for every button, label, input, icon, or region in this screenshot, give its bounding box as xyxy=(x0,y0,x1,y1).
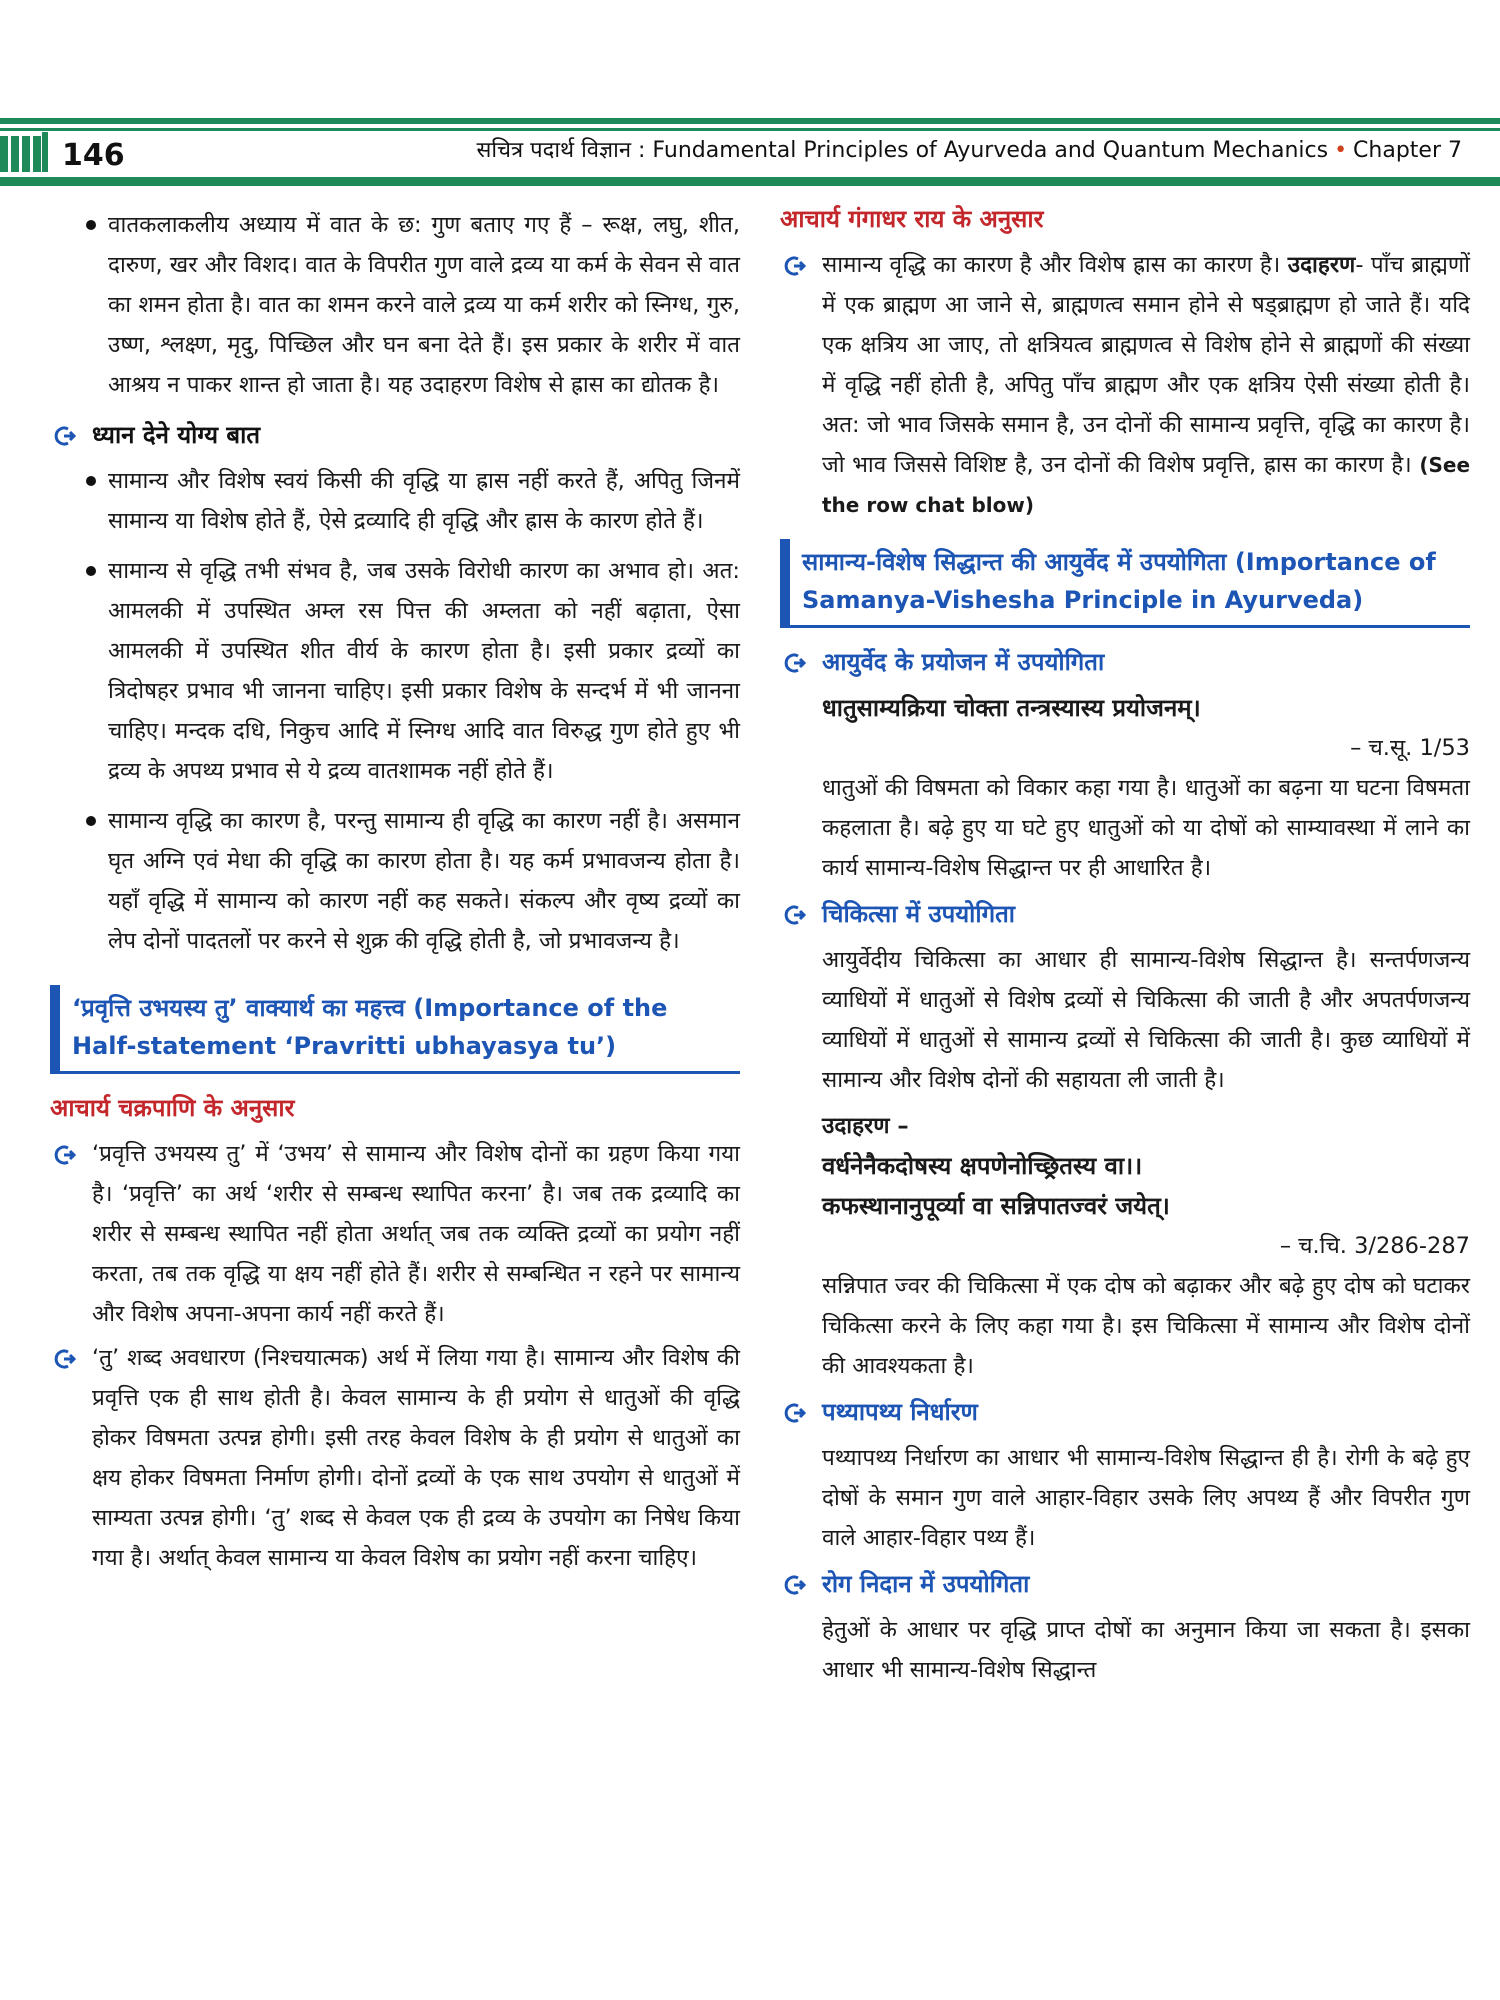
bullet-item xyxy=(50,551,740,791)
example-label: उदाहरण – xyxy=(822,1113,909,1139)
heading-text: चिकित्सा में उपयोगिता xyxy=(822,900,1016,928)
bullet-dot xyxy=(86,220,96,230)
header-stripes xyxy=(0,136,42,172)
section-heading xyxy=(780,642,1470,682)
page-header xyxy=(0,118,1500,186)
item-text: सामान्य वृद्धि का कारण है और विशेष ह्रास का कारण है। xyxy=(822,252,1281,278)
curved-arrow-icon xyxy=(52,424,76,448)
paragraph: हेतुओं के आधार पर वृद्धि प्राप्त दोषों का अनुमान किया जा सकता है। इसका आधार भी सामान्य-विशेष सिद्धान्त xyxy=(822,1617,1470,1683)
paragraph: सन्निपात ज्वर की चिकित्सा में एक दोष को बढ़ाकर और बढ़े हुए दोष को घटाकर चिकित्सा करने के लिए कहा गया है। इस चिकित्सा में सामान्य और विशेष दोनों की आवश्यकता है। xyxy=(822,1273,1470,1379)
curved-arrow-icon xyxy=(782,254,806,278)
curved-arrow-icon xyxy=(782,651,806,675)
section-heading: आचार्य चक्रपाणि के अनुसार xyxy=(50,1094,295,1122)
section-heading: आचार्य गंगाधर राय के अनुसार xyxy=(780,205,1044,233)
heading-text: ध्यान देने योग्य बात xyxy=(92,421,261,449)
item-text: ‘तु’ शब्द अवधारण (निश्चयात्मक) अर्थ में लिया गया है। सामान्य और विशेष की प्रवृत्ति एक ही साथ होती है। केवल सामान्य के ही प्रयोग से धातुओं की वृद्धि होकर विषमता उत्पन्न होगी। इसी तरह केवल विशेष के ही प्रयोग से धातुओं का क्षय होकर विषमता निर्माण होगी। दोनों द्रव्यों के एक साथ उपयोग से धातुओं में साम्यता उत्पन्न होगी। ‘तु’ शब्द से केवल एक ही द्रव्य के उपयोग का निषेध किया गया है। अर्थात् केवल सामान्य या केवल विशेष का प्रयोग नहीं करना चाहिए। xyxy=(92,1345,740,1571)
example-text: - पाँच ब्राह्मणों में एक ब्राह्मण आ जाने से, ब्राह्मणत्व समान होने से षड्ब्राह्मण हो जाते हैं। यदि एक क्षत्रिय आ जाए, तो क्षत्रियत्व ब्राह्मणत्व से विशेष होने से ब्राह्मणों की संख्या में वृद्धि नहीं होती है, अपितु पाँच ब्राह्मण और एक क्षत्रिय ऐसी संख्या होती है। अत: जो भाव जिसके समान है, उन दोनों की सामान्य प्रवृत्ति, वृद्धि का कारण है। जो भाव जिससे विशिष्ट है, उन दोनों की विशेष प्रवृत्ति, ह्रास का कारण है। xyxy=(822,252,1470,478)
heading-text: रोग निदान में उपयोगिता xyxy=(822,1570,1030,1598)
curved-arrow-icon xyxy=(782,1573,806,1597)
bullet-item xyxy=(50,801,740,961)
header-band xyxy=(0,180,1500,186)
arrow-item xyxy=(50,1338,740,1578)
bullet-item xyxy=(50,205,740,405)
header-band xyxy=(0,128,1500,131)
bullet-text: सामान्य से वृद्धि तभी संभव है, जब उसके विरोधी कारण का अभाव हो। अत: आमलकी में उपस्थित अम्ल रस पित्त की अम्लता को नहीं बढ़ाता, ऐसा आमलकी में उपस्थित शीत वीर्य के कारण होता है। इसी प्रकार द्रव्यों का त्रिदोषहर प्रभाव भी जानना चाहिए। इसी प्रकार विशेष के सन्दर्भ में भी जानना चाहिए। मन्दक दधि, निकुच आदि में स्निग्ध आदि वात विरुद्ध गुण होते हुए भी द्रव्य के अपथ्य प्रभाव से ये द्रव्य वातशामक नहीं होते हैं। xyxy=(108,558,740,784)
sanskrit-verse: वर्धनेनैकदोषस्य क्षपणेनोच्छ्रितस्य वा।। xyxy=(822,1152,1143,1180)
example-label: उदाहरण xyxy=(1287,252,1356,278)
heading-text: पथ्यापथ्य निर्धारण xyxy=(822,1398,978,1426)
arrow-item xyxy=(50,1134,740,1334)
sanskrit-verse: कफस्थानानुपूर्व्या वा सन्निपातज्वरं जयेत्। xyxy=(822,1192,1170,1220)
header-band xyxy=(0,118,1500,124)
bullet-dot xyxy=(86,476,96,486)
boxed-heading: सामान्य-विशेष सिद्धान्त की आयुर्वेद में उपयोगिता (Importance of Samanya-Vishesha Principle in Ayurveda) xyxy=(780,539,1470,628)
section-heading xyxy=(780,1564,1470,1604)
bullet-item xyxy=(50,461,740,541)
section-heading xyxy=(50,415,740,455)
curved-arrow-icon xyxy=(52,1347,76,1371)
bullet-text: सामान्य और विशेष स्वयं किसी की वृद्धि या ह्रास नहीं करते हैं, अपितु जिनमें सामान्य या विशेष होते हैं, ऐसे द्रव्यादि ही वृद्धि और ह्रास के कारण होते हैं। xyxy=(108,468,740,534)
boxed-heading: ‘प्रवृत्ति उभयस्य तु’ वाक्यार्थ का महत्त्व (Importance of the Half-statement ‘Pravritti ubhayasya tu’) xyxy=(50,985,740,1074)
item-text: ‘प्रवृत्ति उभयस्य तु’ में ‘उभय’ से सामान्य और विशेष दोनों का ग्रहण किया गया है। ‘प्रवृत्ति’ का अर्थ ‘शरीर से सम्बन्ध स्थापित करना’ है। जब तक द्रव्यादि का शरीर से सम्बन्ध स्थापित नहीं होता अर्थात् जब तक व्यक्ति द्रव्यों का प्रयोग नहीं करता, तब तक वृद्धि या क्षय नहीं होते हैं। शरीर से सम्बन्धित न रहने पर सामान्य और विशेष अपना-अपना कार्य नहीं करते हैं। xyxy=(92,1141,740,1327)
bullet-text: वातकलाकलीय अध्याय में वात के छ: गुण बताए गए हैं – रूक्ष, लघु, शीत, दारुण, खर और विशद। वात के विपरीत गुण वाले द्रव्य या कर्म के सेवन से वात का शमन होता है। वात का शमन करने वाले द्रव्य या कर्म शरीर को स्निग्ध, गुरु, उष्ण, श्लक्ष्ण, मृदु, पिच्छिल और घन बना देते हैं। इस प्रकार के शरीर में वात आश्रय न पाकर शान्त हो जाता है। यह उदाहरण विशेष से ह्रास का द्योतक है। xyxy=(108,212,740,398)
verse-reference: – च.सू. 1/53 xyxy=(1350,735,1470,761)
curved-arrow-icon xyxy=(782,1401,806,1425)
section-heading xyxy=(780,894,1470,934)
left-column xyxy=(50,205,740,1582)
note-text: (See the row chat blow) xyxy=(822,453,1471,517)
paragraph: आयुर्वेदीय चिकित्सा का आधार ही सामान्य-विशेष सिद्धान्त है। सन्तर्पणजन्य व्याधियों में धातुओं से विशेष द्रव्यों से चिकित्सा की जाती है और अपतर्पणजन्य व्याधियों में धातुओं से सामान्य द्रव्यों से चिकित्सा की जाती है। कुछ व्याधियों में सामान्य और विशेष दोनों की सहायता ली जाती है। xyxy=(822,947,1470,1093)
verse-reference: – च.चि. 3/286-287 xyxy=(1279,1233,1470,1259)
right-column xyxy=(780,205,1470,1690)
running-title: सचित्र पदार्थ विज्ञान : Fundamental Principles of Ayurveda and Quantum Mechanics xyxy=(476,138,1329,163)
chapter-label: Chapter 7 xyxy=(1353,138,1462,163)
paragraph: पथ्यापथ्य निर्धारण का आधार भी सामान्य-विशेष सिद्धान्त ही है। रोगी के बढ़े हुए दोषों के समान गुण वाले आहार-विहार उसके लिए अपथ्य हैं और विपरीत गुण वाले आहार-विहार पथ्य हैं। xyxy=(822,1445,1470,1551)
page-number: 146 xyxy=(62,138,125,173)
bullet-dot xyxy=(86,566,96,576)
curved-arrow-icon xyxy=(52,1143,76,1167)
paragraph: धातुओं की विषमता को विकार कहा गया है। धातुओं का बढ़ना या घटना विषमता कहलाता है। बढ़े हुए या घटे हुए धातुओं को या दोषों को साम्यावस्था में लाने का कार्य सामान्य-विशेष सिद्धान्त पर ही आधारित है। xyxy=(822,775,1470,881)
running-head xyxy=(476,134,1462,164)
arrow-item xyxy=(780,245,1470,525)
sanskrit-verse: धातुसाम्यक्रिया चोक्ता तन्त्रस्यास्य प्रयोजनम्। xyxy=(822,694,1201,722)
bullet-dot xyxy=(86,816,96,826)
curved-arrow-icon xyxy=(782,903,806,927)
bullet-text: सामान्य वृद्धि का कारण है, परन्तु सामान्य ही वृद्धि का कारण नहीं है। असमान घृत अग्नि एवं मेधा की वृद्धि का कारण होता है। यह कर्म प्रभावजन्य होता है। यहाँ वृद्धि में सामान्य को कारण नहीं कह सकते। संकल्प और वृष्य द्रव्यों का लेप दोनों पादतलों पर करने से शुक्र की वृद्धि होती है, जो प्रभावजन्य है। xyxy=(108,808,740,954)
section-heading xyxy=(780,1392,1470,1432)
heading-text: आयुर्वेद के प्रयोजन में उपयोगिता xyxy=(822,648,1105,676)
separator-dot: • xyxy=(1334,138,1348,163)
